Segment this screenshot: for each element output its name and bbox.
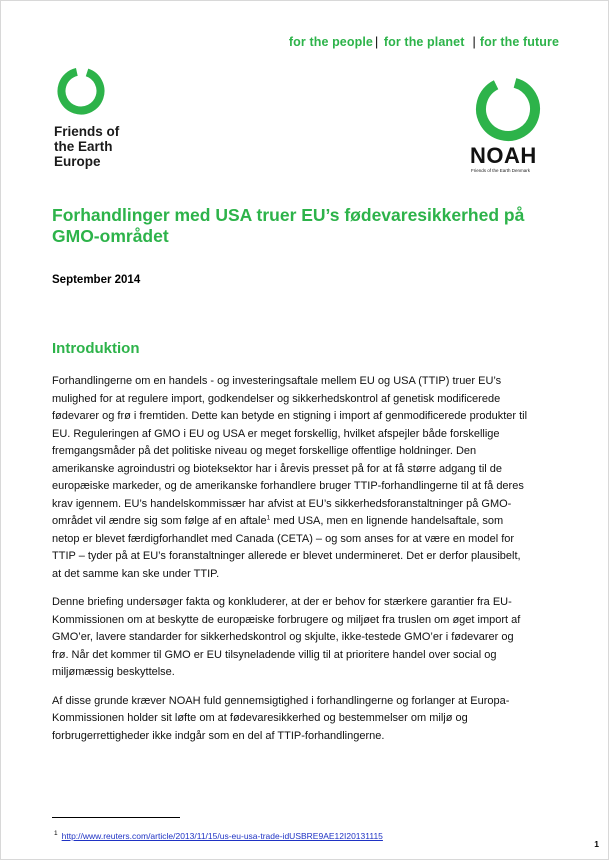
footnote [54, 831, 383, 841]
paragraph-1-text-continued: med USA, men en lignende handelsaftale, som netop er blevet færdigforhandlet med Canada (CETA) – og som anses for at være en model for TTIP – tyder på at EU’s foranstaltninger allerede er blevet undermineret. Det er derfor plausibelt, at det samme kan ske under TTIP. [52, 515, 521, 580]
body-text [52, 373, 528, 756]
noah-logo-subtitle: Friends of the Earth Denmark [471, 168, 531, 173]
tagline-separator: | [472, 35, 476, 49]
noah-logo [470, 75, 555, 175]
tagline-future: for the future [479, 35, 559, 49]
foe-logo-text [54, 124, 164, 169]
foe-ring-icon [56, 66, 106, 116]
footnote-divider [52, 817, 180, 818]
tagline-people: for the people [288, 35, 373, 49]
tagline-separator: | [374, 35, 379, 49]
tagline-planet: for the planet [383, 35, 465, 49]
foe-logo-line: Friends of [54, 124, 120, 139]
paragraph-3: Af disse grunde kræver NOAH fuld gennemsigtighed i forhandlingerne og forlanger at Europa-Kommissionen holder sit løfte om at fødevaresikkerhed og bestemmelser om miljø og forbrugerrettigheder ikke indgår som en del af TTIP-forhandlingerne. [52, 694, 510, 742]
paragraph-2: Denne briefing undersøger fakta og konkluderer, at der er behov for stærkere garantier fra EU-Kommissionen om at beskytte de europæiske forbrugere og miljøet fra truslen om øget import af GMO’er, lavere standarder for sikkerhedskontrol og skjulte, ikke-testede GMO’er i fødevarer og frø. Når det kommer til GMO er EU tilsyneladende villig til at prioritere handel over social og miljømæssig beskyttelse. [52, 596, 521, 678]
friends-of-the-earth-europe-logo [54, 66, 144, 178]
foe-logo-line: the Earth [54, 139, 113, 154]
noah-logo-name: NOAH [470, 143, 537, 168]
footnote-link[interactable]: http://www.reuters.com/article/2013/11/15/us-eu-usa-trade-idUSBRE9AE12I20131115 [61, 831, 383, 841]
page-number: 1 [594, 839, 599, 849]
footnote-number: 1 [54, 830, 58, 838]
noah-ring-icon [474, 75, 542, 143]
paragraph-1 [52, 373, 528, 583]
foe-logo-line: Europe [54, 154, 101, 169]
tagline [289, 35, 559, 49]
footnote-reference[interactable]: 1 [266, 514, 271, 522]
document-title: Forhandlinger med USA truer EU’s fødevaresikkerhed på GMO-området [52, 205, 525, 246]
paragraph-1-text: Forhandlingerne om en handels - og investeringsaftale mellem EU og USA (TTIP) truer EU’s mulighed for at regulere import, godkendelser og sikkerhedskontrol af genetisk modificerede fødevarer og frø i fremtiden. Dette kan betyde en stigning i import af genmodificerede produkter til EU. Reguleringen af GMO i EU og USA er meget forskellig, hvilket afspejler både forskellige fremgangsmåder på det politiske niveau og meget forskellige offentlige holdninger. Den amerikanske agroindustri og bioteksektor har i årevis presset på for at få større adgang til de europæiske markeder, og de amerikanske forhandlere bruger TTIP-forhandlingerne til at få deres krav igennem. EU’s handelskommissær har afvist at EU’s sikkerhedsforanstaltninger på GMO-området vil ændre sig som følge af en aftale [52, 375, 528, 527]
section-heading-introduktion: Introduktion [52, 340, 140, 357]
document-date: September 2014 [52, 274, 141, 286]
